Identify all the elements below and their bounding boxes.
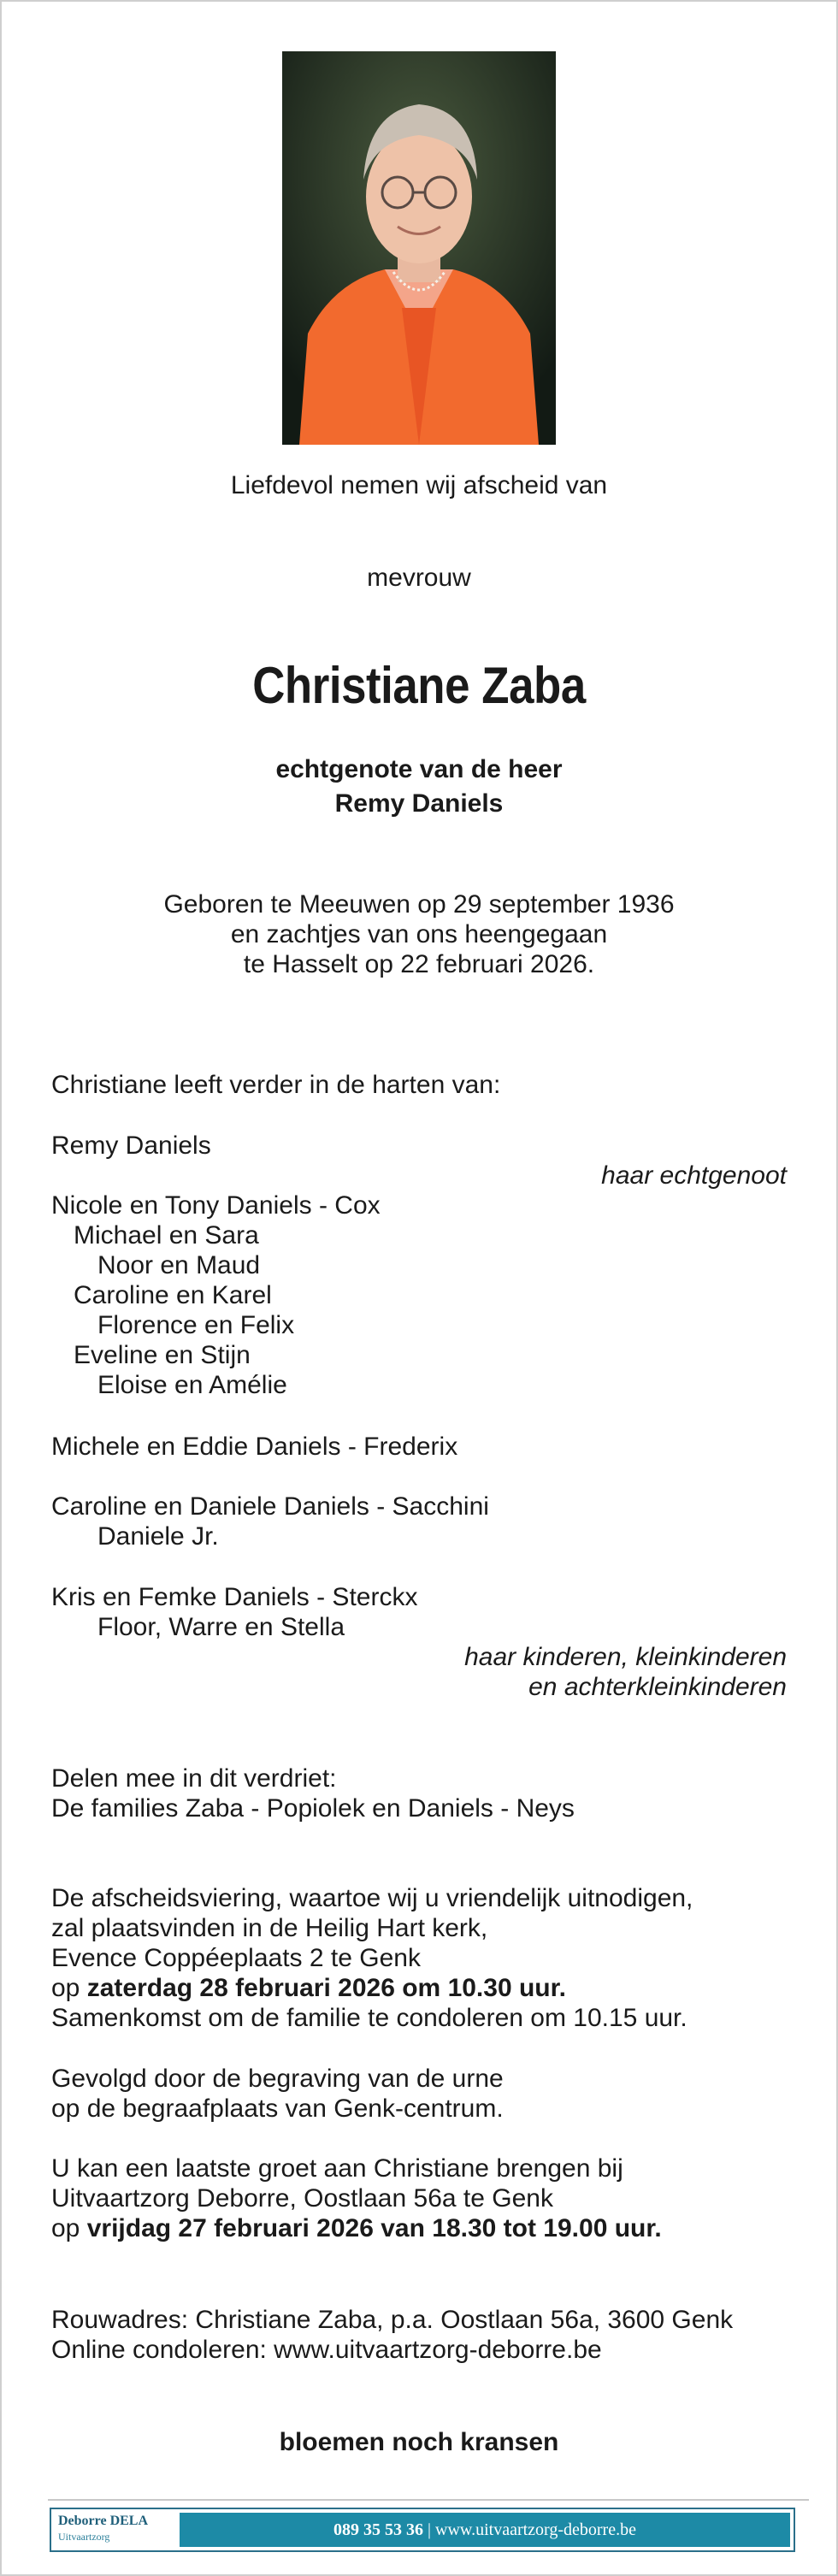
flowers-note: bloemen noch kransen [279, 2428, 559, 2456]
address-line: Rouwadres: Christiane Zaba, p.a. Oostlaan 56a, 3600 Genk [51, 2306, 734, 2334]
funeral-home-logo [58, 2513, 178, 2550]
grandchild-5: Floor, Warre en Stella [97, 1613, 345, 1641]
website-link[interactable]: www.uitvaartzorg-deborre.be [435, 2520, 636, 2539]
birth-line-3: te Hasselt op 22 februari 2026. [243, 950, 595, 978]
phone-number: 089 35 53 36 [333, 2520, 424, 2539]
child-2: Michele en Eddie Daniels - Frederix [51, 1433, 458, 1461]
intro-text: Liefdevol nemen wij afscheid van [230, 471, 608, 499]
title-prefix: mevrouw [367, 564, 471, 592]
burial-line-1: Gevolgd door de begraving van de urne [51, 2065, 504, 2093]
great-grandchild-2: Florence en Felix [97, 1311, 295, 1339]
ceremony-line-5: Samenkomst om de familie te condoleren om 10.15 uur. [51, 2004, 688, 2032]
birth-line-1: Geboren te Meeuwen op 29 september 1936 [163, 890, 675, 919]
deceased-name: Christiane Zaba [252, 657, 586, 714]
ceremony-line-1: De afscheidsviering, waartoe wij u vriendelijk uitnodigen, [51, 1884, 693, 1912]
birth-line-2: en zachtjes van ons heengegaan [230, 920, 608, 948]
family-intro: Christiane leeft verder in de harten van: [51, 1071, 501, 1099]
grandchild-2: Caroline en Karel [74, 1281, 272, 1309]
visit-line-2: Uitvaartzorg Deborre, Oostlaan 56a te Genk [51, 2184, 553, 2213]
child-4: Kris en Femke Daniels - Sterckx [51, 1583, 418, 1611]
spouse-line-2: Remy Daniels [334, 789, 504, 818]
footer-divider [48, 2499, 809, 2501]
husband-role: haar echtgenoot [601, 1161, 787, 1190]
great-grandchild-1: Noor en Maud [97, 1251, 261, 1279]
great-grandchild-3: Eloise en Amélie [97, 1371, 287, 1399]
separator: | [428, 2520, 432, 2539]
children-role-2: en achterkleinkinderen [528, 1673, 787, 1701]
visit-date: vrijdag 27 februari 2026 van 18.30 tot 19.00 uur. [86, 2214, 662, 2242]
child-3: Caroline en Daniele Daniels - Sacchini [51, 1492, 489, 1521]
ceremony-line-2: zal plaatsvinden in de Heilig Hart kerk, [51, 1914, 488, 1942]
burial-line-2: op de begraafplaats van Genk-centrum. [51, 2094, 504, 2123]
portrait-photo [282, 51, 556, 445]
funeral-home-banner [50, 2508, 795, 2552]
child-1: Nicole en Tony Daniels - Cox [51, 1191, 381, 1220]
grandchild-1: Michael en Sara [74, 1221, 259, 1250]
children-role-1: haar kinderen, kleinkinderen [464, 1643, 787, 1671]
ceremony-line-4 [51, 1973, 566, 2003]
spouse-line-1: echtgenote van de heer [275, 755, 563, 783]
visit-line-3 [51, 2213, 662, 2243]
portrait-image [282, 51, 556, 445]
visit-line-1: U kan een laatste groet aan Christiane brengen bij [51, 2154, 623, 2183]
share-line-2: De families Zaba - Popiolek en Daniels - Neys [51, 1794, 575, 1823]
grandchild-4: Daniele Jr. [97, 1522, 219, 1551]
contact-bar [180, 2513, 790, 2547]
share-line-1: Delen mee in dit verdriet: [51, 1764, 337, 1793]
visit-date-prefix: op [51, 2214, 80, 2242]
logo-line-1: Deborre DELA [58, 2514, 149, 2528]
grandchild-3: Eveline en Stijn [74, 1341, 251, 1369]
logo-line-2: Uitvaartzorg [58, 2531, 110, 2543]
ceremony-date: zaterdag 28 februari 2026 om 10.30 uur. [86, 1974, 566, 2002]
ceremony-date-prefix: op [51, 1974, 80, 2002]
online-condolence-line: Online condoleren: www.uitvaartzorg-deborre.be [51, 2336, 602, 2364]
husband-name: Remy Daniels [51, 1131, 211, 1160]
ceremony-line-3: Evence Coppéeplaats 2 te Genk [51, 1944, 421, 1972]
